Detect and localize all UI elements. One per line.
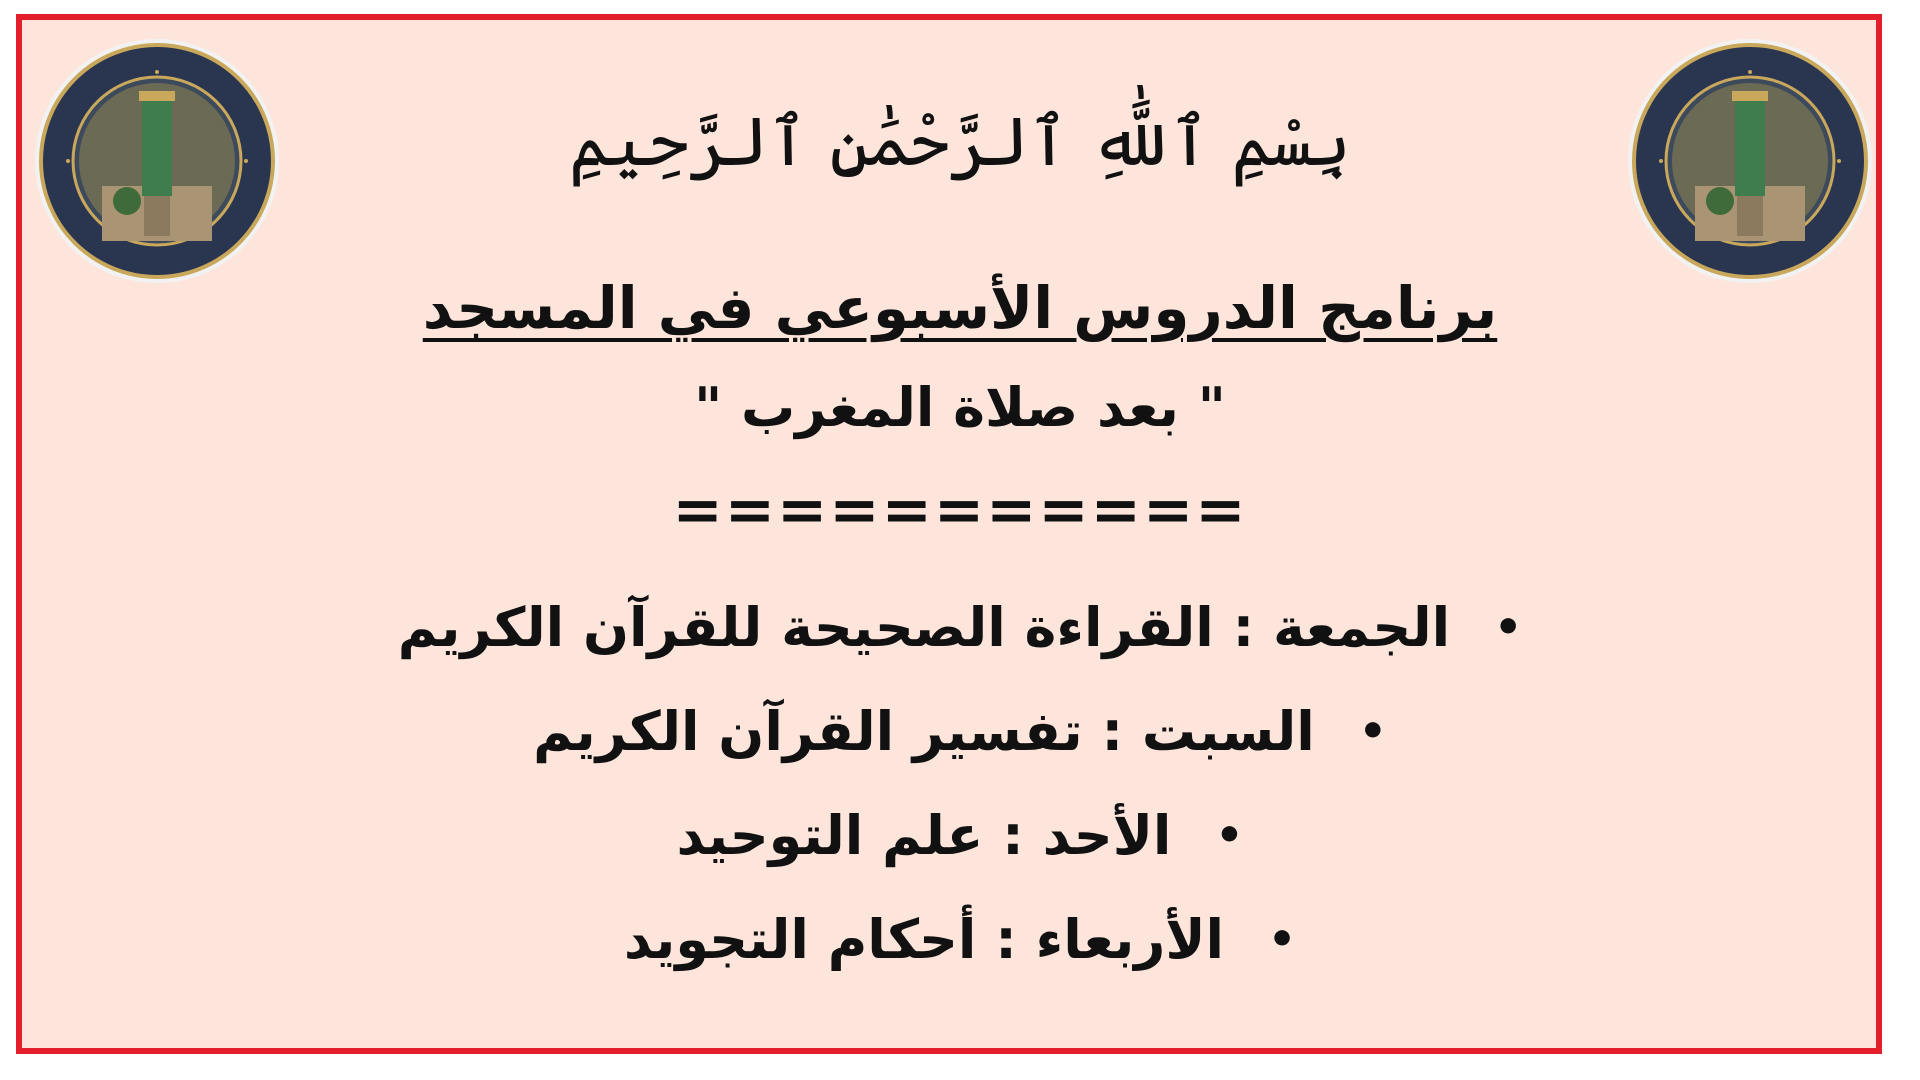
mosque-seal-right-icon	[1625, 36, 1875, 286]
lesson-item-friday	[300, 575, 1620, 679]
divider-line: ===========	[672, 475, 1248, 545]
bullet-icon: •	[1494, 601, 1523, 653]
program-title	[400, 268, 1520, 348]
bullet-icon: •	[1358, 705, 1387, 757]
lesson-item-saturday	[300, 679, 1620, 783]
bullet-icon: •	[1215, 809, 1244, 861]
lesson-text: الأربعاء : أحكام التجويد	[623, 907, 1225, 971]
lesson-text: الجمعة : القراءة الصحيحة للقرآن الكريم	[397, 595, 1451, 659]
lessons-list	[300, 575, 1620, 991]
bullet-icon: •	[1268, 913, 1297, 965]
mosque-seal-left-icon	[32, 36, 282, 286]
lesson-item-wednesday	[300, 887, 1620, 991]
lesson-text: الأحد : علم التوحيد	[676, 803, 1172, 867]
lesson-item-sunday	[300, 783, 1620, 887]
program-subtitle: " بعد صلاة المغرب "	[694, 376, 1226, 439]
basmala-heading: بِسْمِ ٱللَّٰهِ ٱلرَّحْمَٰنِ ٱلرَّحِيمِ	[568, 103, 1352, 182]
program-title-text: برنامج الدروس الأسبوعي في المسجد	[422, 274, 1498, 342]
lesson-text: السبت : تفسير القرآن الكريم	[533, 699, 1315, 763]
